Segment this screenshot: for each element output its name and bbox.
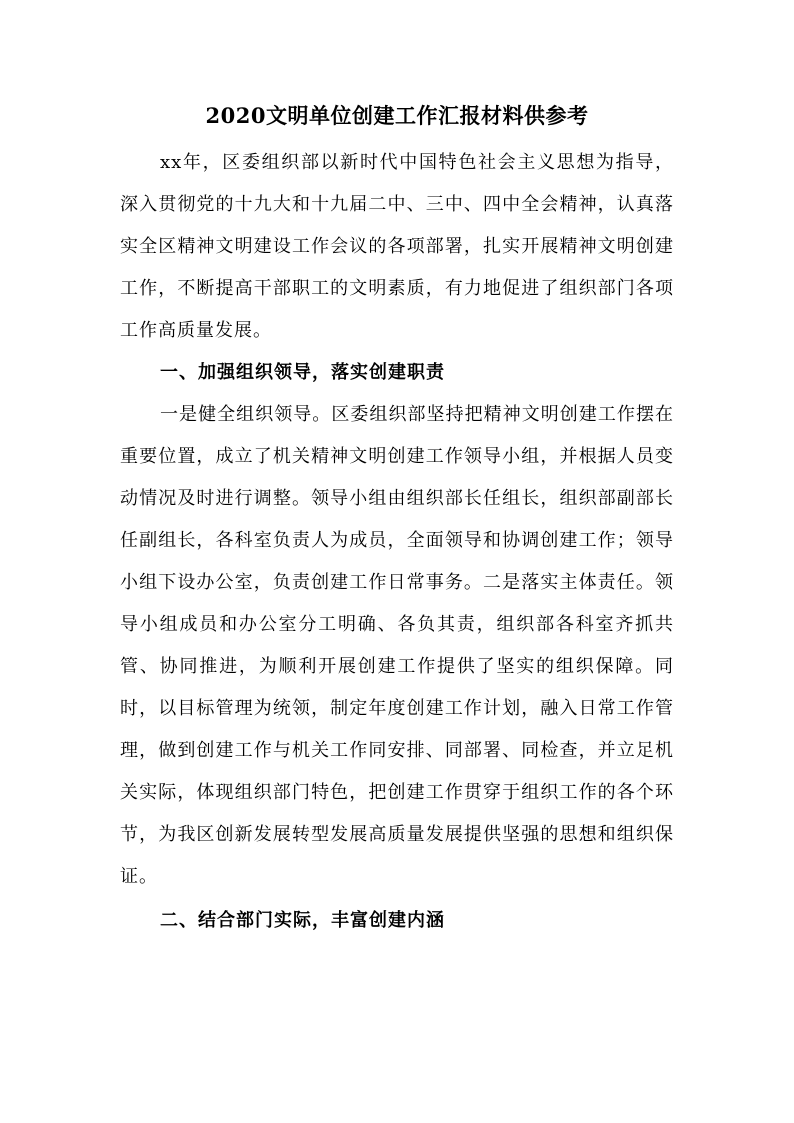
paragraph-intro: xx年，区委组织部以新时代中国特色社会主义思想为指导，深入贯彻党的十九大和十九届二中、三中、四中全会精神，认真落实全区精神文明建设工作会议的各项部署，扎实开展精神文明创建工作，不断提高干部职工的文明素质，有力地促进了组织部门各项工作高质量发展。 xyxy=(120,152,674,341)
section-heading-2: 二、结合部门实际，丰富创建内涵 xyxy=(160,910,445,931)
paragraph-section-1: 一是健全组织领导。区委组织部坚持把精神文明创建工作摆在重要位置，成立了机关精神文明创建工作领导小组，并根据人员变动情况及时进行调整。领导小组由组织部长任组长，组织部副部长任副组长，各科室负责人为成员，全面领导和协调创建工作；领导小组下设办公室，负责创建工作日常事务。二是落实主体责任。领导小组成员和办公室分工明确、各负其责，组织部各科室齐抓共管、协同推进，为顺利开展创建工作提供了坚实的组织保障。同时，以目标管理为统领，制定年度创建工作计划，融入日常工作管理，做到创建工作与机关工作同安排、同部署、同检查，并立足机关实际，体现组织部门特色，把创建工作贯穿于组织工作的各个环节，为我区创新发展转型发展高质量发展提供坚强的思想和组织保证。 xyxy=(120,404,674,887)
section-heading-1: 一、加强组织领导，落实创建职责 xyxy=(160,362,445,383)
document-title: 2020文明单位创建工作汇报材料供参考 xyxy=(205,103,589,128)
